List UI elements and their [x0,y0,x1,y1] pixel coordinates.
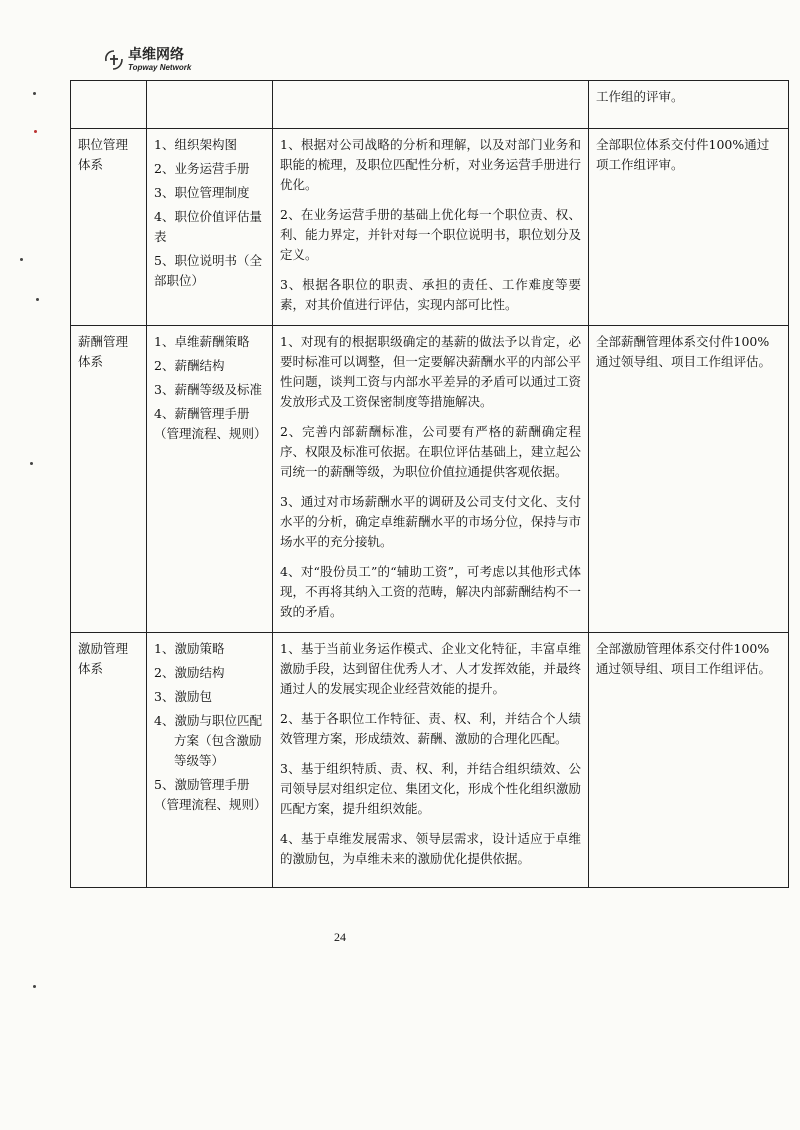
content-paragraph: 1、根据对公司战略的分析和理解，以及对部门业务和职能的梳理，及职位匹配性分析，对业务运营手册进行优化。 [280,137,581,192]
deliverables-cell [147,633,273,888]
acceptance-cell [589,326,789,633]
system-cell [71,633,147,888]
content-paragraph: 3、通过对市场薪酬水平的调研及公司支付文化、支付水平的分析，确定卓维薪酬水平的市场分位，保持与市场水平的充分接轨。 [280,494,581,549]
logo-text-en: Topway Network [128,63,192,72]
list-item: 5、职位说明书（全部职位） [154,253,262,288]
list-item: 2、薪酬结构 [154,358,225,373]
scan-speck [20,258,23,261]
table-cell [71,81,147,129]
continuation-text: 工作组的评审。 [596,89,684,104]
page-number: 24 [334,930,346,944]
acceptance-text: 全部职位体系交付件100%通过项工作组评审。 [596,137,770,172]
content-cell [273,633,589,888]
list-item: 1、激励策略 [154,641,225,656]
content-paragraph: 2、基于各职位工作特征、责、权、利，并结合个人绩效管理方案，形成绩效、薪酬、激励的合理化匹配。 [280,711,581,746]
content-paragraph: 4、对“股份员工”的“辅助工资”，可考虑以其他形式体现，不再将其纳入工资的范畴，解决内部薪酬结构不一致的矛盾。 [280,564,581,619]
scan-speck [33,92,36,95]
project-plan-table [70,80,789,888]
table-row [71,326,789,633]
acceptance-text: 全部激励管理体系交付件100%通过领导组、项目工作组评估。 [596,641,772,676]
system-name: 激励管理体系 [78,641,129,676]
list-item: 1、卓维薪酬策略 [154,334,250,349]
content-cell [273,129,589,326]
table-cell [273,81,589,129]
content-paragraph: 1、对现有的根据职级确定的基薪的做法予以肯定，必要时标准可以调整，但一定要解决薪酬水平的内部公平性问题，谈判工资与内部水平差异的矛盾可以通过工资发放形式及工资保密制度等措施解决。 [280,334,581,409]
content-paragraph: 3、根据各职位的职责、承担的责任、工作难度等要素，对其价值进行评估，实现内部可比性。 [280,277,581,312]
scan-speck [30,462,33,465]
deliverables-cell [147,326,273,633]
table-row-continuation [71,81,789,129]
content-cell [273,326,589,633]
list-item: 4、激励与职位匹配方案（包含激励等级等） [154,713,262,768]
acceptance-text: 全部薪酬管理体系交付件100%通过领导组、项目工作组评估。 [596,334,772,369]
scan-speck [34,130,37,133]
list-item: 3、职位管理制度 [154,185,250,200]
system-cell [71,326,147,633]
list-item: 4、薪酬管理手册（管理流程、规则） [154,406,267,441]
list-item: 2、业务运营手册 [154,161,250,176]
content-paragraph: 1、基于当前业务运作模式、企业文化特征，丰富卓维激励手段，达到留住优秀人才、人才发挥效能，并最终通过人的发展实现企业经营效能的提升。 [280,641,581,696]
list-item: 5、激励管理手册（管理流程、规则） [154,777,267,812]
deliverables-cell [147,129,273,326]
content-paragraph: 4、基于卓维发展需求、领导层需求，设计适应于卓维的激励包，为卓维未来的激励优化提供依据。 [280,831,581,866]
content-paragraph: 3、基于组织特质、责、权、利，并结合组织绩效、公司领导层对组织定位、集团文化，形成个性化组织激励匹配方案，提升组织效能。 [280,761,581,816]
table-row [71,129,789,326]
table-cell [147,81,273,129]
system-name: 职位管理体系 [78,137,129,172]
list-item: 1、组织架构图 [154,137,237,152]
acceptance-cell [589,633,789,888]
table-row [71,633,789,888]
acceptance-cell [589,129,789,326]
content-paragraph: 2、完善内部薪酬标准，公司要有严格的薪酬确定程序、权限及标准可依据。在职位评估基础上，建立起公司统一的薪酬等级，为职位价值拉通提供客观依据。 [280,424,581,479]
list-item: 3、激励包 [154,689,212,704]
company-logo [104,48,191,72]
content-paragraph: 2、在业务运营手册的基础上优化每一个职位责、权、利、能力界定，并针对每一个职位说明书，职位划分及定义。 [280,207,581,262]
system-cell [71,129,147,326]
list-item: 4、职位价值评估量表 [154,209,262,244]
list-item: 2、激励结构 [154,665,225,680]
system-name: 薪酬管理体系 [78,334,129,369]
logo-text-cn: 卓维网络 [128,47,184,63]
scan-speck [36,298,39,301]
acceptance-cell [589,81,789,129]
list-item: 3、薪酬等级及标准 [154,382,262,397]
scan-speck [33,985,36,988]
topway-logo-icon [104,49,124,71]
